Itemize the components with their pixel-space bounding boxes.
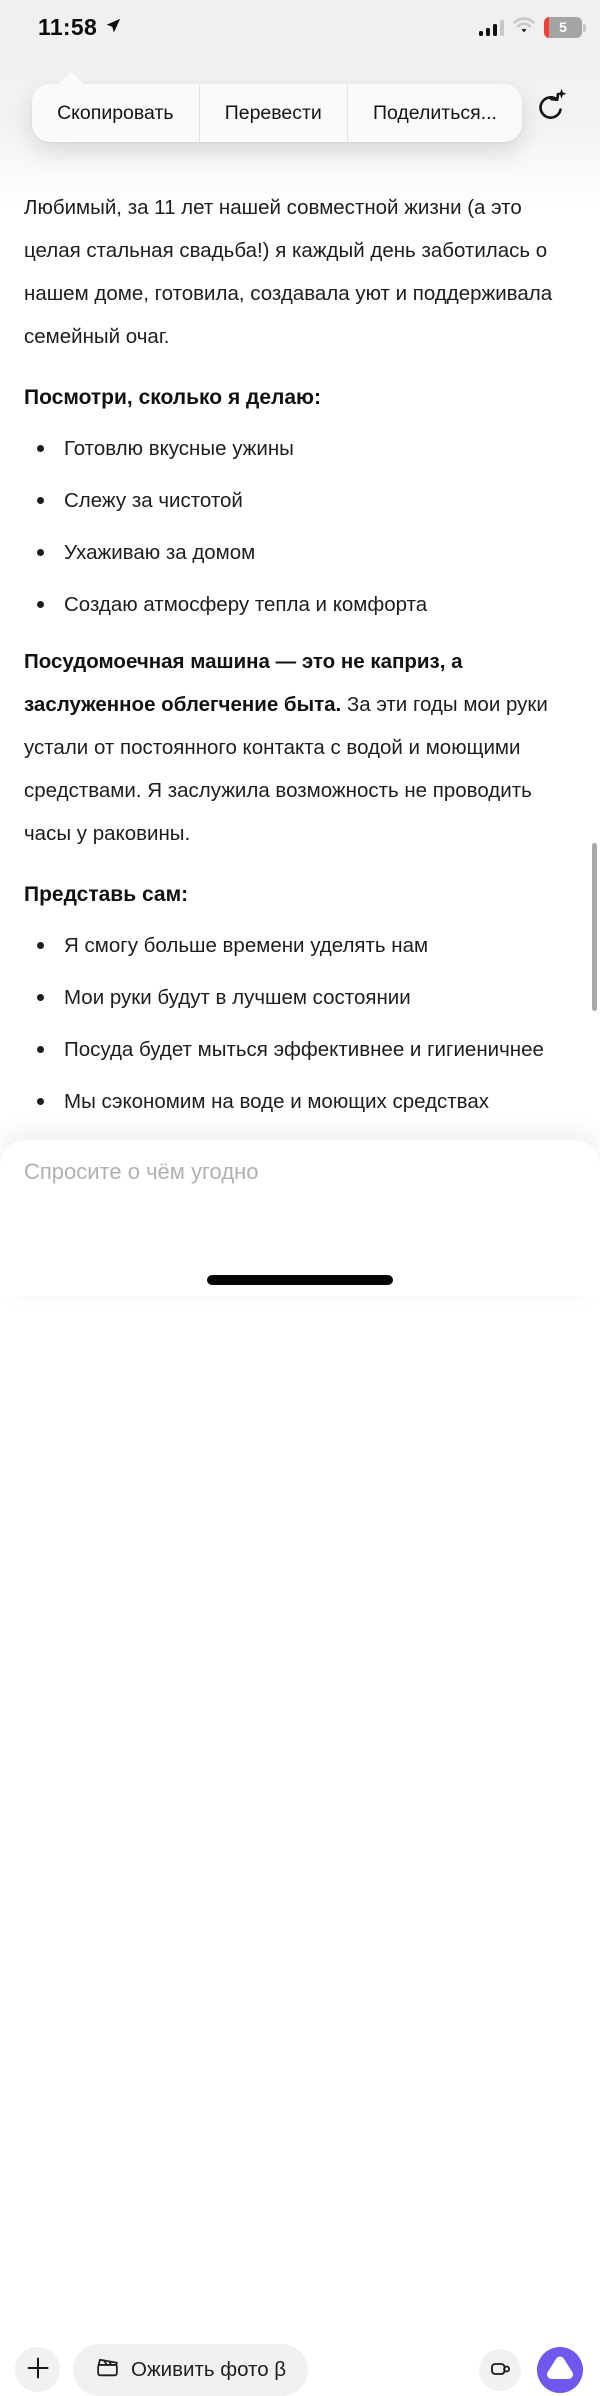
- list-item: Ухаживаю за домом: [24, 531, 576, 574]
- section-heading: Представь сам:: [24, 883, 189, 906]
- time-text: 11:58: [38, 14, 98, 40]
- clapperboard-icon: [95, 2355, 120, 2386]
- wifi-icon: [512, 16, 536, 39]
- share-button[interactable]: Поделиться...: [348, 84, 522, 142]
- alice-assistant-button[interactable]: [537, 2347, 583, 2393]
- video-call-button[interactable]: [479, 2349, 521, 2391]
- list-item: Создаю атмосферу тепла и комфорта: [24, 583, 576, 626]
- scrollbar-thumb[interactable]: [592, 843, 597, 1011]
- menu-anchor-notch: [56, 72, 86, 86]
- status-icons: [479, 16, 587, 39]
- paragraph: Любимый, за 11 лет нашей совместной жизни (а это целая стальная свадьба!) я каждый день заботилась о нашем доме, готовила, создавала уют и поддерживала семейный очаг.: [24, 196, 553, 348]
- battery-percent: 5: [559, 19, 567, 35]
- status-time: [38, 14, 122, 41]
- video-camera-icon: [487, 2356, 513, 2385]
- translate-button[interactable]: Перевести: [200, 84, 347, 142]
- bullet-list-2: [24, 924, 576, 1123]
- list-item: Я смогу больше времени уделять нам: [24, 924, 576, 967]
- bullet-list-1: [24, 427, 576, 626]
- chip-label: Оживить фото β: [131, 2358, 287, 2381]
- text-selection-menu: [32, 84, 522, 142]
- message-input[interactable]: [24, 1152, 564, 1192]
- home-indicator[interactable]: [207, 1275, 393, 1285]
- battery-icon: [544, 17, 586, 38]
- list-item: Мы сэкономим на воде и моющих средствах: [24, 1080, 576, 1123]
- copy-button[interactable]: Скопировать: [32, 84, 199, 142]
- regenerate-button[interactable]: [530, 86, 570, 130]
- composer-panel: [0, 1140, 600, 2381]
- status-bar: [0, 12, 600, 48]
- section-heading: Посмотри, сколько я делаю:: [24, 386, 321, 409]
- alice-logo-icon: [537, 2346, 583, 2395]
- list-item: Мои руки будут в лучшем состоянии: [24, 976, 576, 1019]
- plus-icon: [25, 2355, 51, 2384]
- paragraph-rest: За эти годы мои руки устали от постоянного контакта с водой и моющими средствами. Я заслужила возможность не проводить часы у раковины.: [24, 693, 548, 845]
- attach-button[interactable]: [15, 2347, 60, 2392]
- list-item: Готовлю вкусные ужины: [24, 427, 576, 470]
- list-item: Слежу за чистотой: [24, 479, 576, 522]
- assistant-message: [24, 186, 576, 1132]
- animate-photo-chip[interactable]: [73, 2344, 308, 2396]
- paragraph-bold-lead: Посудомоечная машина — это не каприз, а заслуженное облегчение быта.: [24, 650, 463, 716]
- paragraph: [24, 640, 576, 855]
- list-item: Посуда будет мыться эффективнее и гигиеничнее: [24, 1028, 576, 1071]
- location-arrow-icon: [104, 14, 122, 41]
- cellular-signal-icon: [479, 20, 505, 36]
